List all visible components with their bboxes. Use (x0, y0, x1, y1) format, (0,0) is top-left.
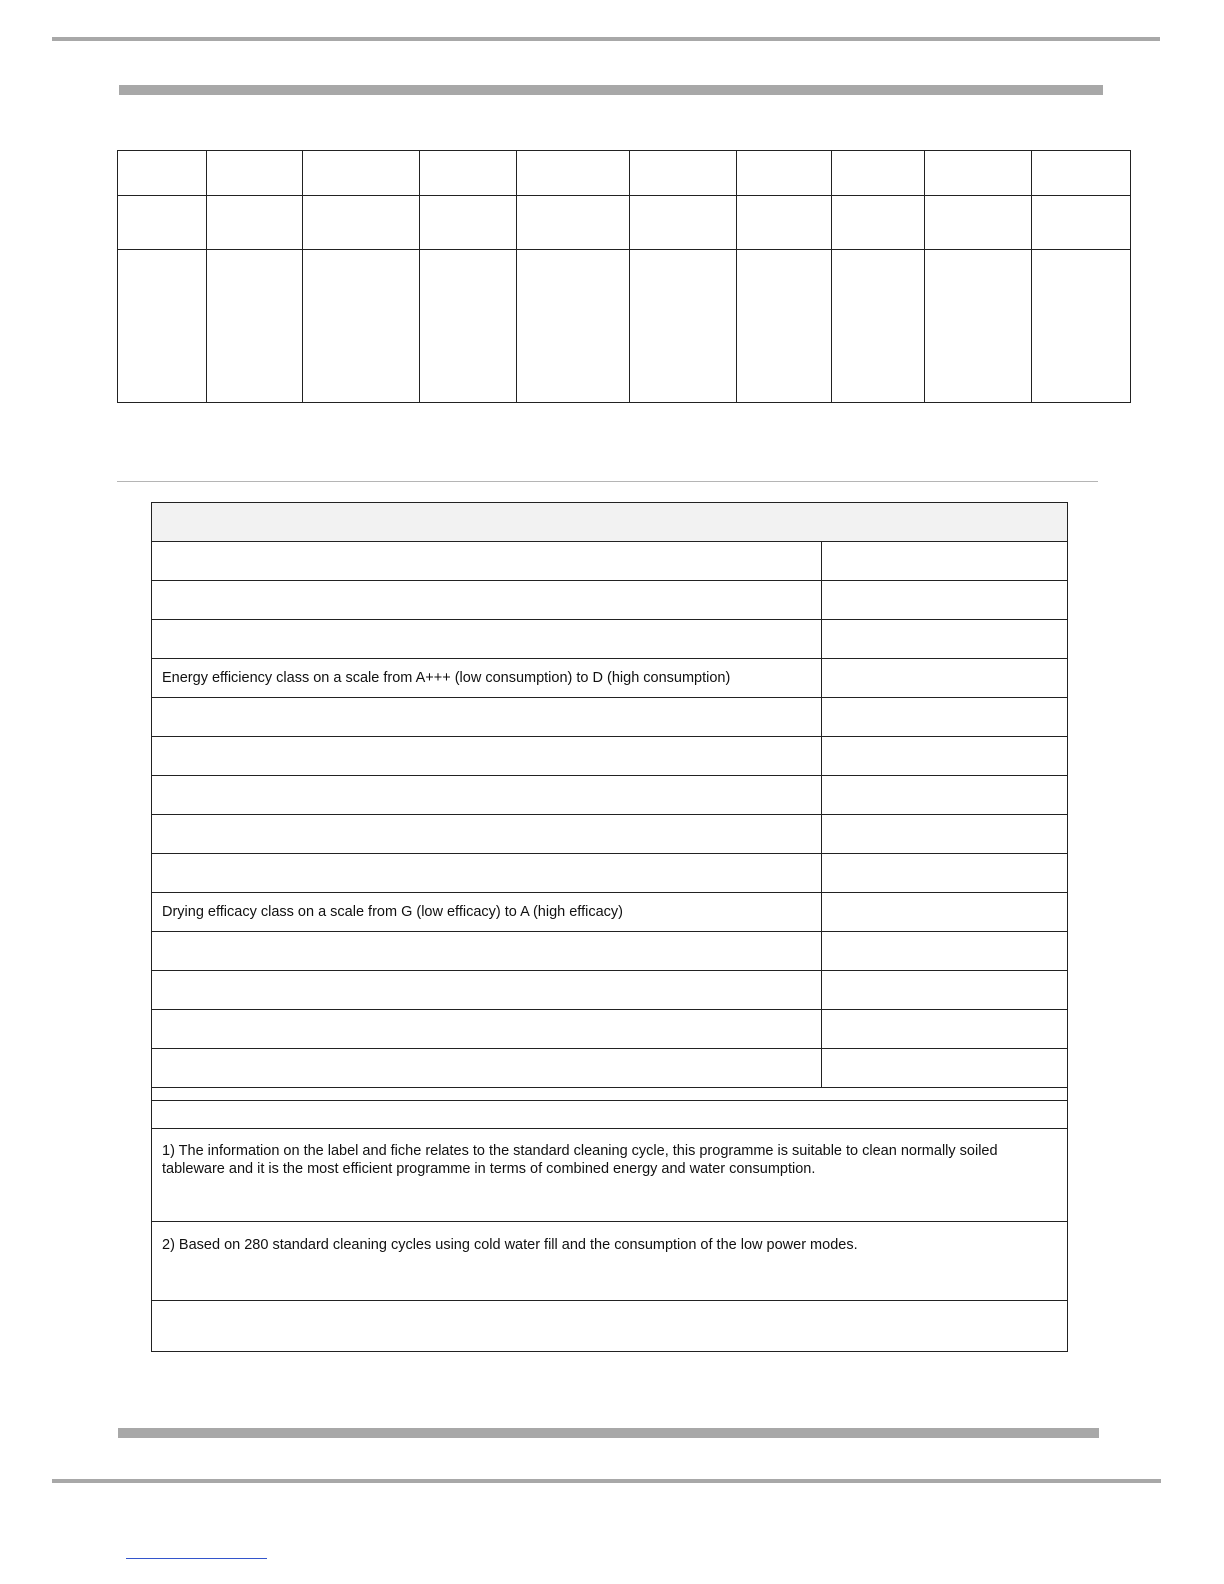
fiche-label (152, 776, 822, 815)
fiche-row (152, 1049, 1068, 1088)
grid-cell (630, 196, 737, 250)
fiche-note-row (152, 1301, 1068, 1352)
fiche-label (152, 737, 822, 776)
grid-cell (925, 196, 1032, 250)
page-top-rule (52, 37, 1160, 41)
fiche-value (822, 1010, 1068, 1049)
fiche-row (152, 971, 1068, 1010)
fiche-row (152, 932, 1068, 971)
footnote-1: 1) The information on the label and fiche relates to the standard cleaning cycle, this programme is suitable to clean normally soiled tableware and it is the most efficient programme in terms of combined energy and water consumption. (152, 1129, 1068, 1222)
fiche-value (822, 698, 1068, 737)
fiche-label (152, 1010, 822, 1049)
fiche-label (152, 542, 822, 581)
grid-cell (303, 196, 420, 250)
fiche-value (822, 542, 1068, 581)
fiche-label (152, 815, 822, 854)
fiche-label (152, 971, 822, 1010)
drying-class-value (822, 893, 1068, 932)
fiche-row-drying-class (152, 893, 1068, 932)
footnote-3 (152, 1301, 1068, 1352)
grid-row (118, 151, 1131, 196)
fiche-spacer-row (152, 1101, 1068, 1129)
grid-cell (832, 196, 925, 250)
grid-cell (832, 151, 925, 196)
fiche-header-row (152, 503, 1068, 542)
fiche-separator-row (152, 1088, 1068, 1101)
grid-cell (207, 151, 303, 196)
header-bar (119, 85, 1103, 95)
grid-cell (517, 250, 630, 403)
energy-class-label: Energy efficiency class on a scale from A+++ (low consumption) to D (high consumption) (152, 659, 822, 698)
fiche-row (152, 581, 1068, 620)
fiche-label (152, 698, 822, 737)
grid-cell (517, 151, 630, 196)
grid-row (118, 196, 1131, 250)
footer-link-underline[interactable] (126, 1558, 267, 1559)
fiche-label (152, 932, 822, 971)
fiche-value (822, 776, 1068, 815)
fiche-row-energy-class (152, 659, 1068, 698)
grid-cell (303, 151, 420, 196)
grid-cell (207, 250, 303, 403)
grid-cell (420, 151, 517, 196)
grid-cell (207, 196, 303, 250)
grid-cell (925, 151, 1032, 196)
fiche-note-row (152, 1129, 1068, 1222)
fiche-row (152, 698, 1068, 737)
grid-cell (118, 151, 207, 196)
fiche-note-row (152, 1222, 1068, 1301)
fiche-row (152, 1010, 1068, 1049)
fiche-value (822, 737, 1068, 776)
fiche-value (822, 932, 1068, 971)
grid-cell (630, 250, 737, 403)
grid-cell (630, 151, 737, 196)
drying-class-label: Drying efficacy class on a scale from G (low efficacy) to A (high efficacy) (152, 893, 822, 932)
fiche-value (822, 971, 1068, 1010)
fiche-label (152, 854, 822, 893)
data-grid-table (117, 150, 1131, 403)
fiche-value (822, 620, 1068, 659)
fiche-row (152, 854, 1068, 893)
fiche-row (152, 542, 1068, 581)
grid-cell (517, 196, 630, 250)
grid-cell (1032, 151, 1131, 196)
fiche-label (152, 581, 822, 620)
fiche-row (152, 815, 1068, 854)
fiche-row (152, 776, 1068, 815)
grid-cell (737, 196, 832, 250)
grid-cell (118, 196, 207, 250)
fiche-row (152, 620, 1068, 659)
grid-cell (118, 250, 207, 403)
footnote-2: 2) Based on 280 standard cleaning cycles using cold water fill and the consumption of the low power modes. (152, 1222, 1068, 1301)
grid-cell (737, 151, 832, 196)
grid-cell (737, 250, 832, 403)
fiche-label (152, 1049, 822, 1088)
grid-cell (420, 250, 517, 403)
product-fiche-table (151, 502, 1068, 1352)
grid-cell (420, 196, 517, 250)
grid-cell (1032, 196, 1131, 250)
section-divider (117, 481, 1098, 482)
fiche-value (822, 854, 1068, 893)
footer-bar (118, 1428, 1099, 1438)
energy-class-value (822, 659, 1068, 698)
grid-cell (925, 250, 1032, 403)
grid-cell (303, 250, 420, 403)
fiche-value (822, 581, 1068, 620)
grid-row (118, 250, 1131, 403)
page-bottom-rule (52, 1479, 1161, 1483)
grid-cell (1032, 250, 1131, 403)
fiche-label (152, 620, 822, 659)
fiche-row (152, 737, 1068, 776)
fiche-value (822, 815, 1068, 854)
fiche-value (822, 1049, 1068, 1088)
grid-cell (832, 250, 925, 403)
fiche-header (152, 503, 1068, 542)
